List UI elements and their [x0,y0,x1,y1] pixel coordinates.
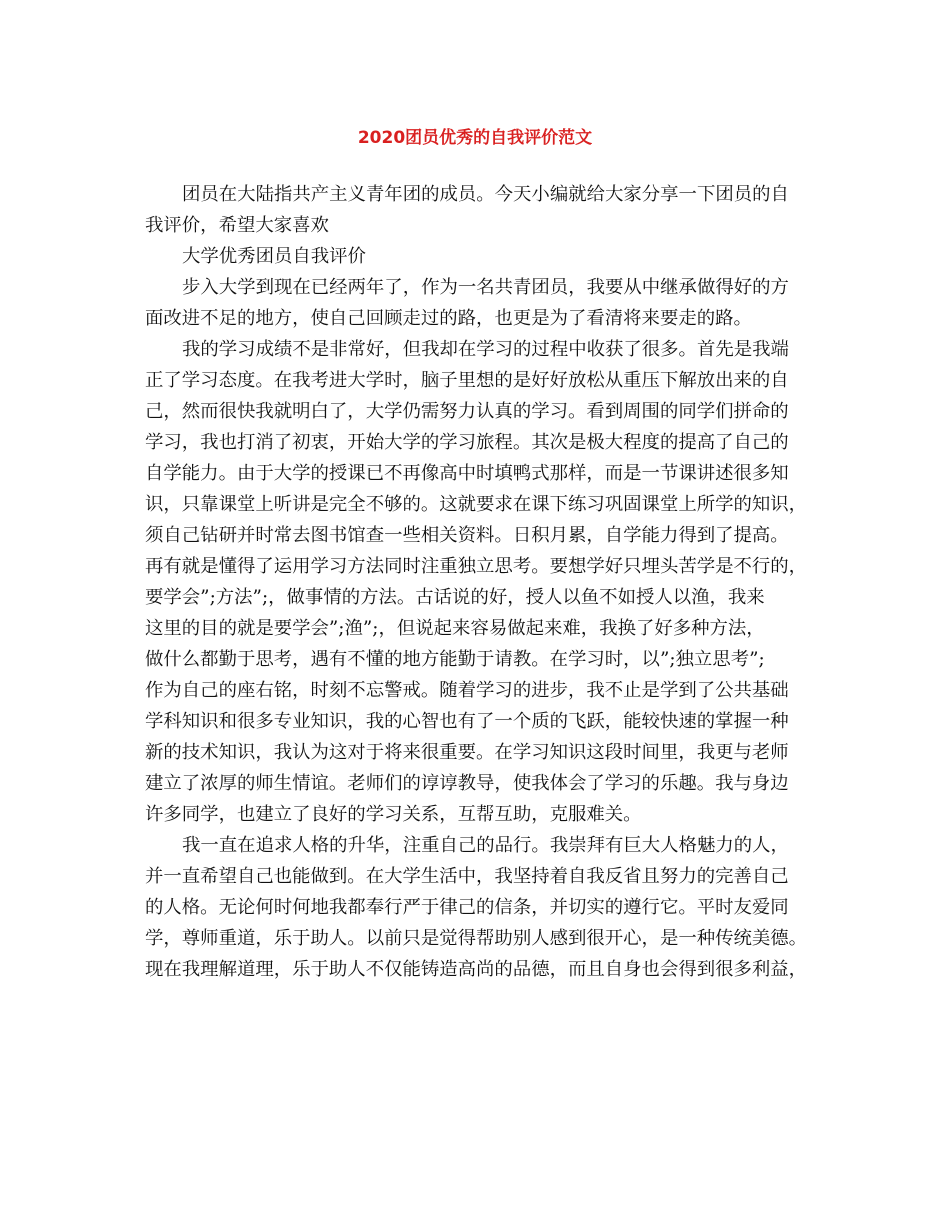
text-line: 我评价，希望大家喜欢 [145,215,329,236]
text-line: 许多同学，也建立了良好的学习关系，互帮互助，克服难关。 [145,804,642,825]
text-line: 这里的目的就是要学会”;渔”;，但说起来容易做起来难，我换了好多种方法， [145,618,765,639]
text-line: 步入大学到现在已经两年了，作为一名共青团员，我要从中继承做得好的方 [182,277,789,298]
text-line: 要学会”;方法”;，做事情的方法。古话说的好，授人以鱼不如授人以渔，我来 [145,587,765,608]
text-line: 须自己钻研并时常去图书馆查一些相关资料。日积月累，自学能力得到了提高。 [145,525,789,546]
text-line: 做什么都勤于思考，遇有不懂的地方能勤于请教。在学习时，以”;独立思考”; [145,649,765,670]
document-title: 2020团员优秀的自我评价范文 [357,128,593,148]
text-line: 自学能力。由于大学的授课已不再像高中时填鸭式那样，而是一节课讲述很多知 [145,463,789,484]
document-body [145,179,815,985]
text-line: 己，然而很快我就明白了，大学仍需努力认真的学习。看到周围的同学们拼命的 [145,401,789,422]
text-line: 识，只靠课堂上听讲是完全不够的。这就要求在课下练习巩固课堂上所学的知识， [145,494,808,515]
text-line: 的人格。无论何时何地我都奉行严于律己的信条，并切实的遵行它。平时友爱同 [145,897,789,918]
text-line: 作为自己的座右铭，时刻不忘警戒。随着学习的进步，我不止是学到了公共基础 [145,680,789,701]
text-line: 我的学习成绩不是非常好，但我却在学习的过程中收获了很多。首先是我端 [182,339,789,360]
text-line: 学，尊师重道，乐于助人。以前只是觉得帮助别人感到很开心，是一种传统美德。 [145,928,808,949]
text-line: 面改进不足的地方，使自己回顾走过的路，也更是为了看清将来要走的路。 [145,308,752,329]
text-line: 学科知识和很多专业知识，我的心智也有了一个质的飞跃，能较快速的掌握一种 [145,711,789,732]
text-line: 我一直在追求人格的升华，注重自己的品行。我崇拜有巨大人格魅力的人， [182,835,789,856]
text-line: 学习，我也打消了初衷，开始大学的学习旅程。其次是极大程度的提高了自己的 [145,432,789,453]
text-line: 再有就是懂得了运用学习方法同时注重独立思考。要想学好只埋头苦学是不行的， [145,556,808,577]
text-line: 新的技术知识，我认为这对于将来很重要。在学习知识这段时间里，我更与老师 [145,742,789,763]
text-line: 现在我理解道理，乐于助人不仅能铸造高尚的品德，而且自身也会得到很多利益， [145,959,808,980]
text-line: 正了学习态度。在我考进大学时，脑子里想的是好好放松从重压下解放出来的自 [145,370,789,391]
text-line: 建立了浓厚的师生情谊。老师们的谆谆教导，使我体会了学习的乐趣。我与身边 [145,773,789,794]
text-line: 团员在大陆指共产主义青年团的成员。今天小编就给大家分享一下团员的自 [182,184,789,205]
text-line: 大学优秀团员自我评价 [182,246,366,267]
text-line: 并一直希望自己也能做到。在大学生活中，我坚持着自我反省且努力的完善自己 [145,866,789,887]
